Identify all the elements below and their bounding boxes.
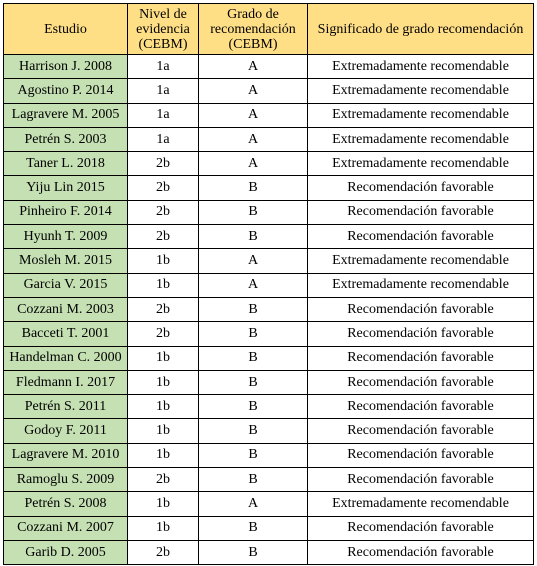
meaning-cell: Extremadamente recomendable — [308, 103, 534, 127]
study-cell: Lagravere M. 2005 — [4, 103, 128, 127]
recommendation-grade-cell: B — [199, 346, 308, 370]
evidence-level-cell: 2b — [128, 297, 199, 321]
study-cell: Fledmann I. 2017 — [4, 370, 128, 394]
table-row — [4, 200, 534, 224]
recommendation-grade-cell: B — [199, 468, 308, 492]
evidence-level-cell: 1b — [128, 273, 199, 297]
study-cell: Petrén S. 2003 — [4, 127, 128, 151]
table-row — [4, 225, 534, 249]
evidence-level-cell: 2b — [128, 540, 199, 564]
study-cell: Hyunh T. 2009 — [4, 225, 128, 249]
evidence-level-cell: 2b — [128, 322, 199, 346]
table-row — [4, 79, 534, 103]
evidence-level-cell: 1b — [128, 370, 199, 394]
table-row — [4, 55, 534, 79]
evidence-level-cell: 1a — [128, 103, 199, 127]
evidence-level-cell: 2b — [128, 176, 199, 200]
study-cell: Cozzani M. 2003 — [4, 297, 128, 321]
meaning-cell: Recomendación favorable — [308, 225, 534, 249]
study-cell: Petrén S. 2011 — [4, 395, 128, 419]
table-header — [4, 4, 534, 55]
study-cell: Bacceti T. 2001 — [4, 322, 128, 346]
evidence-level-cell: 1b — [128, 249, 199, 273]
evidence-table-container — [3, 3, 534, 565]
recommendation-grade-cell: B — [199, 225, 308, 249]
table-row — [4, 152, 534, 176]
recommendation-grade-cell: B — [199, 516, 308, 540]
table-row — [4, 370, 534, 394]
study-cell: Taner L. 2018 — [4, 152, 128, 176]
study-cell: Pinheiro F. 2014 — [4, 200, 128, 224]
meaning-cell: Recomendación favorable — [308, 200, 534, 224]
table-row — [4, 516, 534, 540]
table-row — [4, 492, 534, 516]
study-cell: Petrén S. 2008 — [4, 492, 128, 516]
evidence-table — [3, 3, 534, 565]
recommendation-grade-cell: B — [199, 395, 308, 419]
meaning-cell: Recomendación favorable — [308, 322, 534, 346]
table-row — [4, 395, 534, 419]
header-estudio: Estudio — [4, 4, 128, 55]
meaning-cell: Recomendación favorable — [308, 419, 534, 443]
table-row — [4, 468, 534, 492]
recommendation-grade-cell: B — [199, 322, 308, 346]
evidence-level-cell: 1b — [128, 395, 199, 419]
meaning-cell: Extremadamente recomendable — [308, 249, 534, 273]
study-cell: Godoy F. 2011 — [4, 419, 128, 443]
table-row — [4, 443, 534, 467]
meaning-cell: Extremadamente recomendable — [308, 127, 534, 151]
evidence-level-cell: 1a — [128, 79, 199, 103]
header-row — [4, 4, 534, 55]
recommendation-grade-cell: B — [199, 540, 308, 564]
evidence-level-cell: 1a — [128, 127, 199, 151]
recommendation-grade-cell: B — [199, 443, 308, 467]
evidence-level-cell: 1b — [128, 346, 199, 370]
table-row — [4, 103, 534, 127]
meaning-cell: Recomendación favorable — [308, 395, 534, 419]
header-significado: Significado de grado recomendación — [308, 4, 534, 55]
study-cell: Mosleh M. 2015 — [4, 249, 128, 273]
table-row — [4, 540, 534, 564]
meaning-cell: Recomendación favorable — [308, 516, 534, 540]
study-cell: Garcia V. 2015 — [4, 273, 128, 297]
recommendation-grade-cell: B — [199, 176, 308, 200]
recommendation-grade-cell: A — [199, 79, 308, 103]
evidence-level-cell: 1b — [128, 419, 199, 443]
recommendation-grade-cell: A — [199, 55, 308, 79]
table-row — [4, 127, 534, 151]
recommendation-grade-cell: B — [199, 297, 308, 321]
study-cell: Lagravere M. 2010 — [4, 443, 128, 467]
meaning-cell: Extremadamente recomendable — [308, 79, 534, 103]
study-cell: Agostino P. 2014 — [4, 79, 128, 103]
study-cell: Cozzani M. 2007 — [4, 516, 128, 540]
meaning-cell: Extremadamente recomendable — [308, 55, 534, 79]
evidence-level-cell: 2b — [128, 225, 199, 249]
table-row — [4, 346, 534, 370]
recommendation-grade-cell: A — [199, 152, 308, 176]
meaning-cell: Recomendación favorable — [308, 443, 534, 467]
header-nivel-evidencia: Nivel de evidencia (CEBM) — [128, 4, 199, 55]
header-grado-recomendacion: Grado de recomendación (CEBM) — [199, 4, 308, 55]
table-row — [4, 249, 534, 273]
meaning-cell: Recomendación favorable — [308, 297, 534, 321]
study-cell: Garib D. 2005 — [4, 540, 128, 564]
meaning-cell: Recomendación favorable — [308, 370, 534, 394]
study-cell: Ramoglu S. 2009 — [4, 468, 128, 492]
evidence-level-cell: 2b — [128, 468, 199, 492]
study-cell: Handelman C. 2000 — [4, 346, 128, 370]
meaning-cell: Extremadamente recomendable — [308, 273, 534, 297]
evidence-level-cell: 1b — [128, 516, 199, 540]
recommendation-grade-cell: B — [199, 419, 308, 443]
meaning-cell: Recomendación favorable — [308, 176, 534, 200]
meaning-cell: Extremadamente recomendable — [308, 152, 534, 176]
meaning-cell: Recomendación favorable — [308, 540, 534, 564]
table-row — [4, 322, 534, 346]
study-cell: Harrison J. 2008 — [4, 55, 128, 79]
recommendation-grade-cell: A — [199, 492, 308, 516]
recommendation-grade-cell: B — [199, 200, 308, 224]
meaning-cell: Recomendación favorable — [308, 468, 534, 492]
table-row — [4, 419, 534, 443]
evidence-level-cell: 2b — [128, 200, 199, 224]
evidence-level-cell: 1a — [128, 55, 199, 79]
evidence-level-cell: 1b — [128, 492, 199, 516]
evidence-level-cell: 2b — [128, 152, 199, 176]
recommendation-grade-cell: B — [199, 370, 308, 394]
table-body — [4, 55, 534, 565]
recommendation-grade-cell: A — [199, 127, 308, 151]
recommendation-grade-cell: A — [199, 273, 308, 297]
study-cell: Yiju Lin 2015 — [4, 176, 128, 200]
recommendation-grade-cell: A — [199, 103, 308, 127]
table-row — [4, 176, 534, 200]
recommendation-grade-cell: A — [199, 249, 308, 273]
meaning-cell: Extremadamente recomendable — [308, 492, 534, 516]
evidence-level-cell: 1b — [128, 443, 199, 467]
table-row — [4, 297, 534, 321]
meaning-cell: Recomendación favorable — [308, 346, 534, 370]
table-row — [4, 273, 534, 297]
